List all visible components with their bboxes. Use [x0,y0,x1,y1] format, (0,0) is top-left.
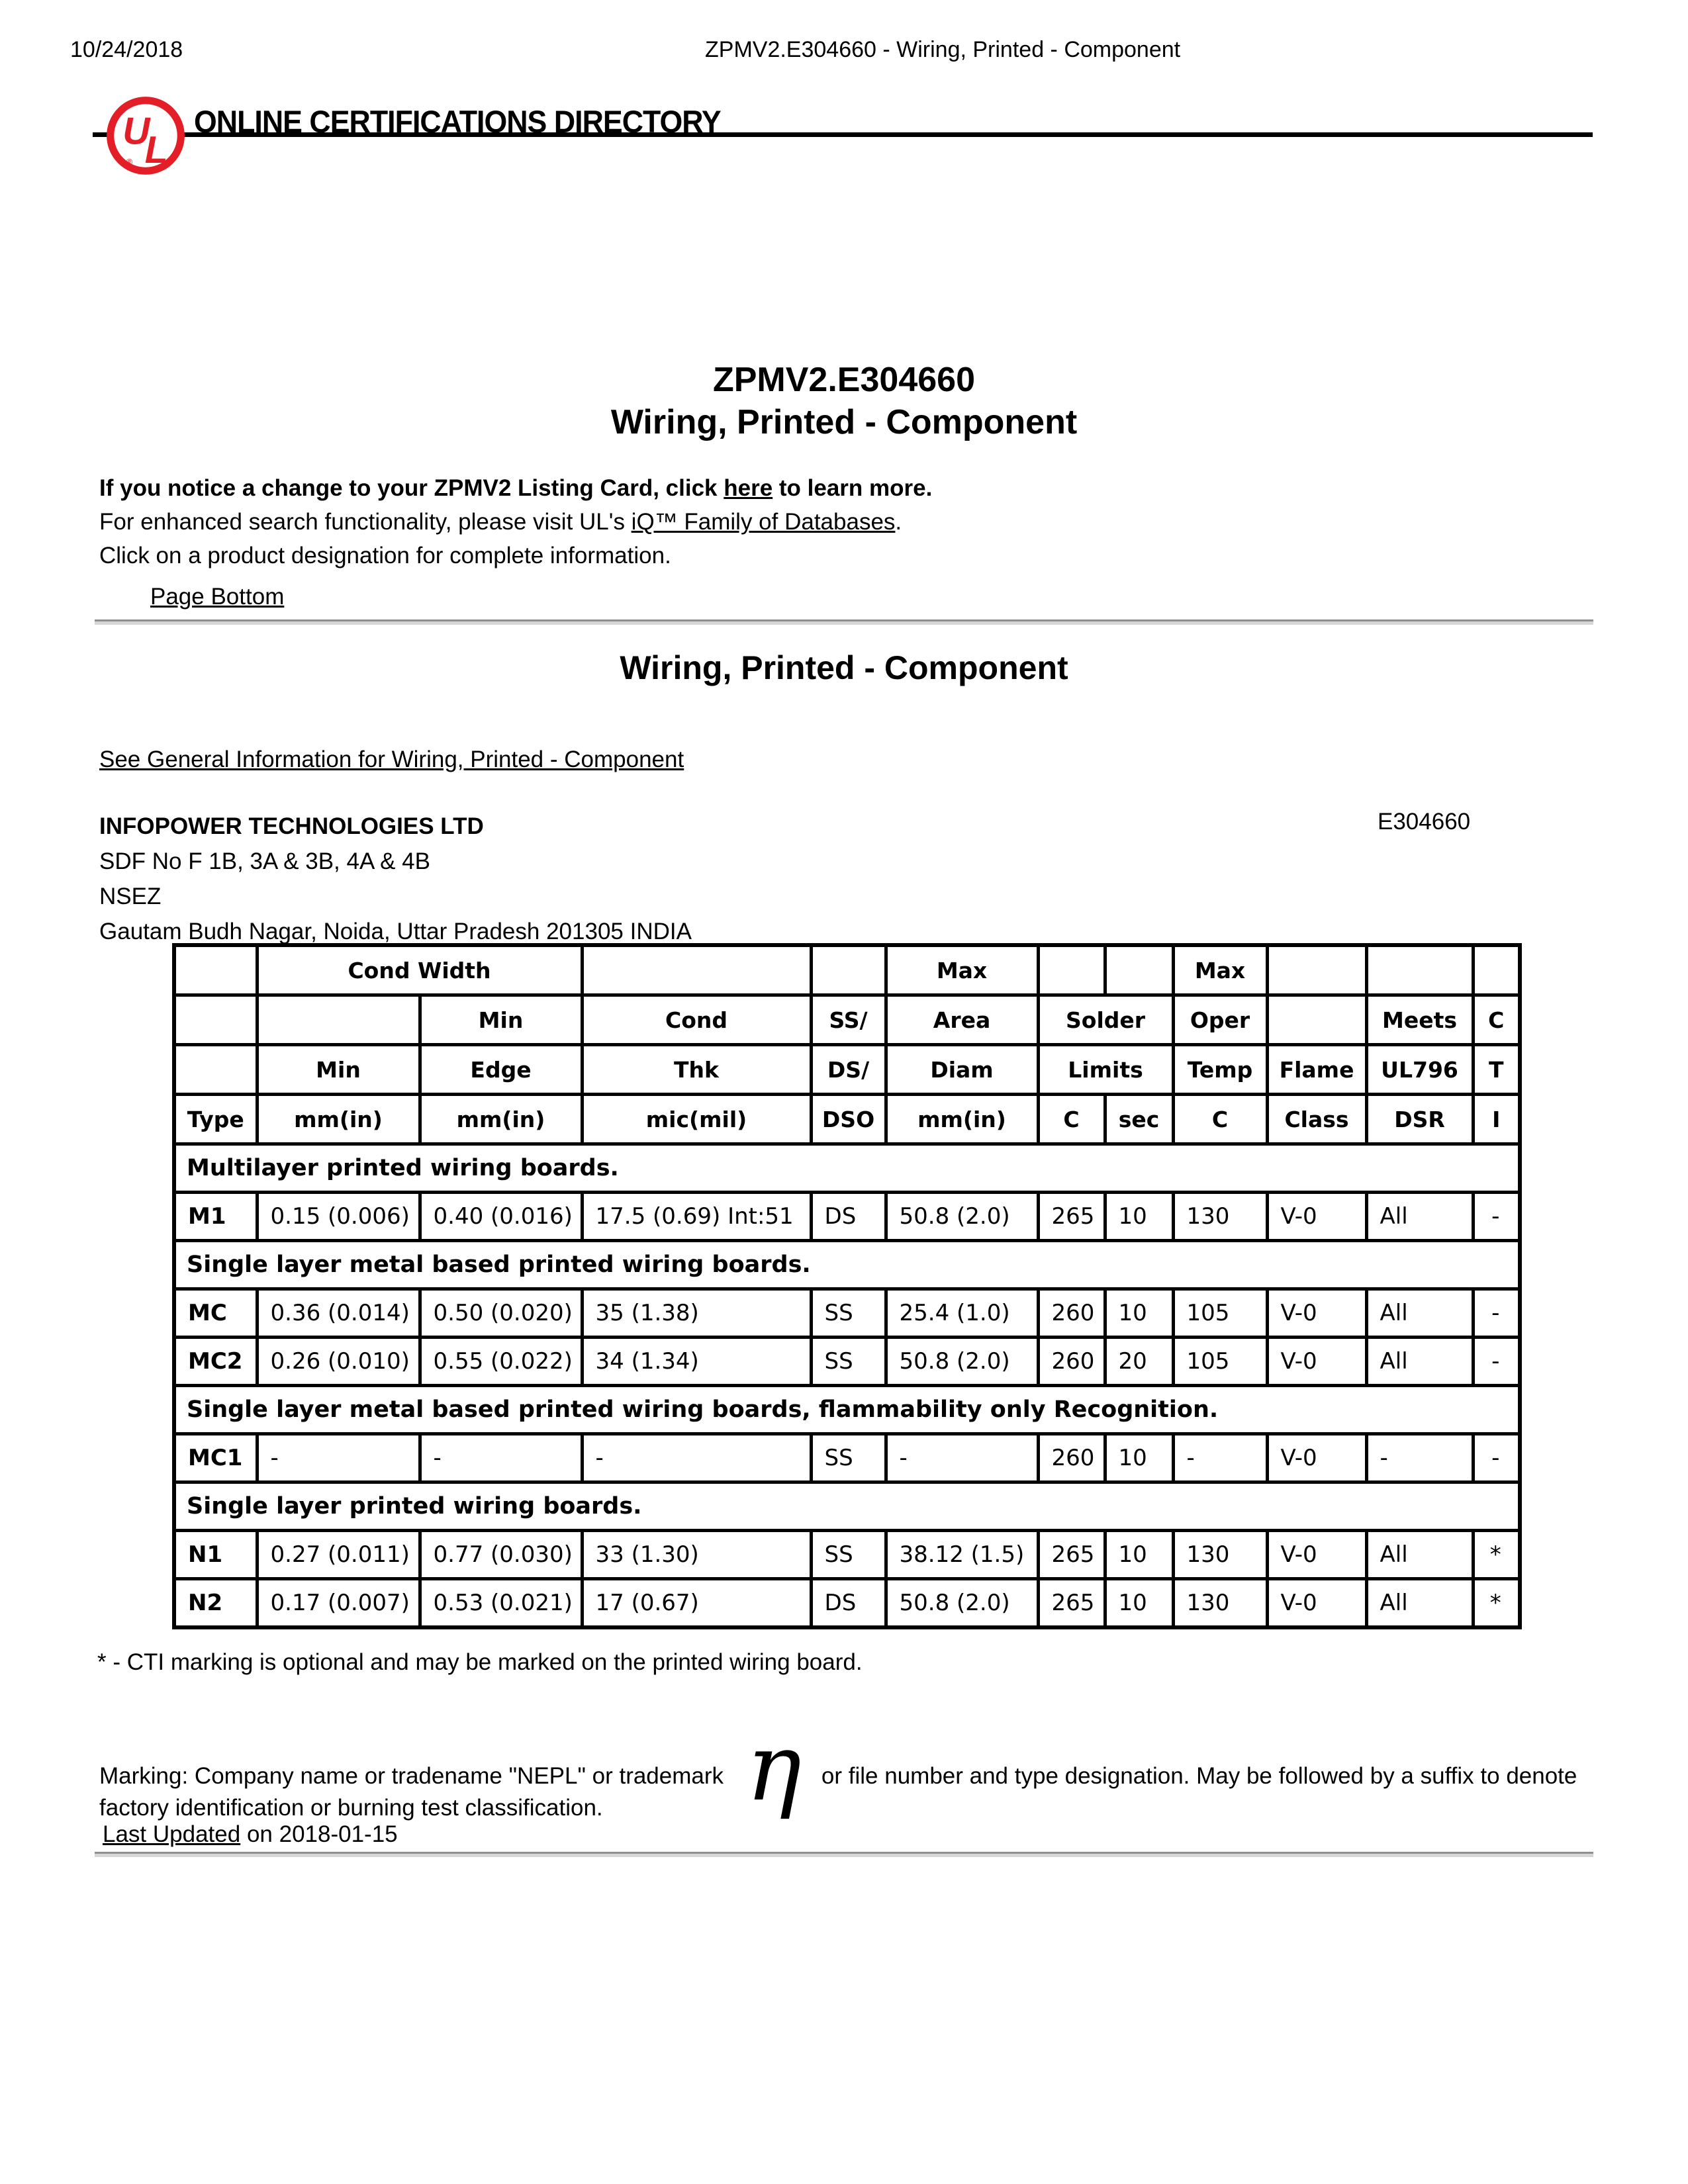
file-number: E304660 [1378,809,1471,835]
spec-header-cell [257,995,420,1045]
company-address-line3: Gautam Budh Nagar, Noida, Uttar Pradesh 201305 INDIA [99,919,692,944]
section-label: Single layer metal based printed wiring boards, flammability only Recognition. [174,1386,1520,1434]
spec-cell: 265 [1038,1193,1105,1241]
doc-title-file: ZPMV2.E304660 [712,361,976,399]
spec-cell: 50.8 (2.0) [886,1193,1038,1241]
ul-logo-registered: ® [126,157,133,167]
print-date: 10/24/2018 [70,37,183,62]
spec-header-cell: DS/ [811,1045,886,1095]
spec-header-cell [1473,945,1520,995]
spec-header-cell: Min [420,995,582,1045]
spec-cell: All [1366,1531,1473,1579]
spec-header-cell: Cond [582,995,811,1045]
here-link[interactable]: here [724,475,773,501]
spec-header-cell [1267,995,1366,1045]
spec-header-cell: Thk [582,1045,811,1095]
product-designation-link[interactable]: N1 [174,1531,257,1579]
section-label: Single layer metal based printed wiring boards. [174,1241,1520,1289]
spec-cell: 0.36 (0.014) [257,1289,420,1338]
last-updated-line [103,1821,398,1848]
search-suffix: . [895,509,902,535]
section-row [174,1482,1520,1531]
product-designation-link[interactable]: MC1 [174,1434,257,1482]
marking-line2: factory identification or burning test classification. [99,1795,603,1821]
spec-header-cell: Meets [1366,995,1473,1045]
spec-header-row [174,1045,1520,1095]
spec-header-cell [174,945,257,995]
spec-cell: 50.8 (2.0) [886,1338,1038,1386]
spec-row [174,1338,1520,1386]
spec-header-cell: C [1473,995,1520,1045]
spec-cell: V-0 [1267,1193,1366,1241]
spec-header-cell [1366,945,1473,995]
spec-cell: * [1473,1531,1520,1579]
spec-cell: 0.26 (0.010) [257,1338,420,1386]
section-row [174,1144,1520,1193]
spec-cell: - [1173,1434,1267,1482]
spec-cell: 35 (1.38) [582,1289,811,1338]
spec-cell: - [1473,1289,1520,1338]
spec-row [174,1579,1520,1628]
company-block [99,809,692,949]
spec-cell: V-0 [1267,1579,1366,1628]
spec-cell: 17 (0.67) [582,1579,811,1628]
spec-cell: 0.77 (0.030) [420,1531,582,1579]
masthead-title: ONLINE CERTIFICATIONS DIRECTORY [194,104,721,139]
spec-cell: 0.55 (0.022) [420,1338,582,1386]
horizontal-rule-top [95,619,1593,625]
spec-cell: V-0 [1267,1338,1366,1386]
page-bottom-link[interactable]: Page Bottom [150,584,285,610]
spec-cell: 265 [1038,1531,1105,1579]
doc-title-category: Wiring, Printed - Component [610,403,1078,441]
spec-cell: 0.17 (0.007) [257,1579,420,1628]
spec-cell: - [420,1434,582,1482]
print-header-title: ZPMV2.E304660 - Wiring, Printed - Component [705,37,1181,62]
spec-cell: 17.5 (0.69) Int:51 [582,1193,811,1241]
spec-header-cell [811,945,886,995]
section-row [174,1241,1520,1289]
general-info-link[interactable]: See General Information for Wiring, Printed - Component [99,747,684,772]
spec-header-cell: Solder [1038,995,1173,1045]
ul-logo [105,95,187,177]
general-info-link-wrap [99,747,684,773]
spec-cell: - [1473,1338,1520,1386]
spec-cell: 10 [1105,1289,1173,1338]
spec-header-cell: Flame [1267,1045,1366,1095]
spec-cell: 10 [1105,1434,1173,1482]
spec-cell: SS [811,1289,886,1338]
spec-cell: 0.53 (0.021) [420,1579,582,1628]
category-heading: Wiring, Printed - Component [620,649,1068,686]
spec-header-cell: I [1473,1095,1520,1144]
spec-cell: SS [811,1531,886,1579]
spec-header-cell: mic(mil) [582,1095,811,1144]
spec-cell: - [582,1434,811,1482]
spec-cell: V-0 [1267,1531,1366,1579]
search-line [99,505,932,539]
ul-logo-letter-u: U [122,110,150,153]
spec-header-cell: Class [1267,1095,1366,1144]
marking-line1: Marking: Company name or tradename "NEPL" or trademark η or file number and type designation. May be followed by a suffix to denote [99,1714,1577,1822]
spec-header-cell: mm(in) [257,1095,420,1144]
spec-cell: 260 [1038,1434,1105,1482]
spec-cell: 33 (1.30) [582,1531,811,1579]
spec-header-cell [174,995,257,1045]
spec-cell: - [1366,1434,1473,1482]
spec-cell: 265 [1038,1579,1105,1628]
spec-cell: 130 [1173,1531,1267,1579]
spec-cell: - [1473,1193,1520,1241]
spec-header-cell: mm(in) [420,1095,582,1144]
horizontal-rule-bottom [95,1852,1593,1857]
spec-cell: 25.4 (1.0) [886,1289,1038,1338]
spec-header-cell [1038,945,1105,995]
spec-header-cell [174,1045,257,1095]
spec-cell: 10 [1105,1579,1173,1628]
spec-row [174,1531,1520,1579]
notice-prefix: If you notice a change to your ZPMV2 Listing Card, click [99,475,724,501]
iq-databases-link[interactable]: iQ™ Family of Databases [631,509,896,535]
spec-cell: * [1473,1579,1520,1628]
spec-cell: SS [811,1338,886,1386]
page-bottom-link-wrap [150,584,284,610]
product-designation-link[interactable]: MC [174,1289,257,1338]
section-label: Single layer printed wiring boards. [174,1482,1520,1531]
spec-table-body [174,1144,1520,1628]
notice-line [99,471,932,505]
spec-header-cell: Max [886,945,1038,995]
company-name: INFOPOWER TECHNOLOGIES LTD [99,813,484,839]
spec-header-cell: SS/ [811,995,886,1045]
spec-header-cell: Min [257,1045,420,1095]
spec-cell: - [1473,1434,1520,1482]
spec-cell: 105 [1173,1338,1267,1386]
spec-cell: 130 [1173,1579,1267,1628]
spec-header-cell: Oper [1173,995,1267,1045]
spec-cell: SS [811,1434,886,1482]
spec-cell: 20 [1105,1338,1173,1386]
spec-cell: 0.15 (0.006) [257,1193,420,1241]
intro-block [99,471,932,572]
spec-header-cell: T [1473,1045,1520,1095]
spec-cell: V-0 [1267,1434,1366,1482]
spec-header-cell: Edge [420,1045,582,1095]
spec-cell: DS [811,1193,886,1241]
spec-table-head [174,945,1520,1144]
spec-cell: 0.27 (0.011) [257,1531,420,1579]
spec-header-row [174,945,1520,995]
spec-cell: 0.40 (0.016) [420,1193,582,1241]
product-designation-link[interactable]: M1 [174,1193,257,1241]
spec-cell: - [257,1434,420,1482]
search-prefix: For enhanced search functionality, please visit UL's [99,509,632,535]
spec-cell: All [1366,1579,1473,1628]
spec-cell: 0.50 (0.020) [420,1289,582,1338]
spec-row [174,1193,1520,1241]
spec-cell: 130 [1173,1193,1267,1241]
spec-header-cell: DSO [811,1095,886,1144]
spec-cell: All [1366,1193,1473,1241]
last-updated-date: on 2018-01-15 [240,1821,398,1847]
spec-cell: 260 [1038,1289,1105,1338]
spec-header-cell: Diam [886,1045,1038,1095]
spec-cell: - [886,1434,1038,1482]
product-designation-link[interactable]: N2 [174,1579,257,1628]
product-designation-link[interactable]: MC2 [174,1338,257,1386]
spec-header-cell: Cond Width [257,945,582,995]
section-label: Multilayer printed wiring boards. [174,1144,1520,1193]
spec-cell: 38.12 (1.5) [886,1531,1038,1579]
company-address-line1: SDF No F 1B, 3A & 3B, 4A & 4B [99,848,430,874]
spec-header-cell: C [1038,1095,1105,1144]
marking-suffix: or file number and type designation. May be followed by a suffix to denote [821,1763,1577,1789]
spec-cell: V-0 [1267,1289,1366,1338]
cti-footnote: * - CTI marking is optional and may be marked on the printed wiring board. [97,1649,863,1675]
spec-header-cell: Limits [1038,1045,1173,1095]
spec-header-cell: C [1173,1095,1267,1144]
spec-cell: 10 [1105,1531,1173,1579]
spec-header-cell: UL796 [1366,1045,1473,1095]
spec-header-cell: mm(in) [886,1095,1038,1144]
spec-header-row [174,1095,1520,1144]
spec-cell: 50.8 (2.0) [886,1579,1038,1628]
spec-header-cell: Type [174,1095,257,1144]
doc-title [0,359,1688,443]
spec-cell: DS [811,1579,886,1628]
spec-cell: All [1366,1289,1473,1338]
spec-cell: All [1366,1338,1473,1386]
notice-suffix: to learn more. [773,475,933,501]
spec-header-cell [582,945,811,995]
spec-header-cell: Temp [1173,1045,1267,1095]
marking-prefix: Marking: Company name or tradename "NEPL" or trademark [99,1763,724,1789]
spec-header-cell: DSR [1366,1095,1473,1144]
spec-header-cell: sec [1105,1095,1173,1144]
spec-header-cell [1267,945,1366,995]
spec-cell: 34 (1.34) [582,1338,811,1386]
spec-cell: 260 [1038,1338,1105,1386]
company-address-line2: NSEZ [99,884,162,909]
ul-logo-letter-l: L [144,128,168,171]
last-updated-link[interactable]: Last Updated [103,1821,241,1847]
spec-header-cell [1105,945,1173,995]
spec-table [172,943,1522,1629]
spec-row [174,1289,1520,1338]
spec-header-cell: Max [1173,945,1267,995]
spec-cell: 105 [1173,1289,1267,1338]
spec-header-cell: Area [886,995,1038,1045]
section-row [174,1386,1520,1434]
spec-header-row [174,995,1520,1045]
spec-cell: 10 [1105,1193,1173,1241]
spec-row [174,1434,1520,1482]
click-line: Click on a product designation for complete information. [99,543,671,569]
